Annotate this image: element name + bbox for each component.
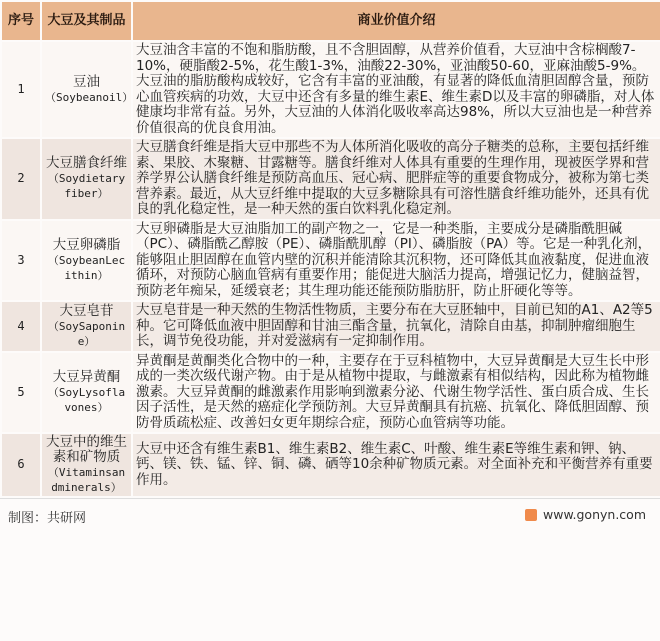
table-row [1, 352, 660, 434]
table-row [1, 138, 660, 220]
product-name: 大豆膳食纤维 [46, 155, 127, 172]
product-english-name: （SoybeanLecithin） [47, 253, 126, 282]
product-english-name: （Soybeanoil） [45, 90, 134, 104]
row-description: 大豆卵磷脂是大豆油脂加工的副产物之一，它是一种类脂，主要成分是磷脂酰胆碱（PC）、磷脂酰乙醇胺（PE）、磷脂酰肌醇（PI）、磷脂胺（PA）等。它是一种乳化剂，能够阻止胆固醇在血管内壁的沉积并能清除其沉积物，还可降低其血液黏度，促进血液循环，对预防心脑血管病有重要作用；能促进大脑活力提高，增强记忆力，健脑益智，预防老年痴呆，延缓衰老；其生理功能还能预防脂肪肝，防止肝硬化等等。 [132, 220, 660, 302]
site-url: www.gonyn.com [543, 507, 646, 522]
row-index: 2 [1, 138, 41, 220]
table-row [1, 220, 660, 302]
header-product: 大豆及其制品 [41, 1, 132, 41]
row-product [41, 352, 132, 434]
row-description: 大豆油含丰富的不饱和脂肪酸，且不含胆固醇，从营养价值看，大豆油中含棕榈酸7-10%，硬脂酸2-5%，花生酸1-3%，油酸22-30%，亚油酸50-60，亚麻油酸5-9%。大豆油的脂肪酸构成较好，它含有丰富的亚油酸，有显著的降低血清胆固醇含量，预防心血管疾病的功效，大豆中还含有多量的维生素E、维生素D以及丰富的卵磷脂，对人体健康均非常有益。另外，大豆油的人体消化吸收率高达98%，所以大豆油也是一种营养价值很高的优良食用油。 [132, 41, 660, 138]
table-row [1, 41, 660, 138]
row-product [41, 41, 132, 138]
product-english-name: （SoyLysoflavones） [47, 385, 126, 414]
header-value: 商业价值介绍 [132, 1, 660, 41]
site-credit [525, 507, 646, 522]
row-description: 异黄酮是黄酮类化合物中的一种，主要存在于豆科植物中，大豆异黄酮是大豆生长中形成的一类次级代谢产物。由于是从植物中提取，与雌激素有相似结构，因此称为植物雌激素。大豆异黄酮的雌激素作用影响到激素分泌、代谢生物学活性、蛋白质合成、生长因子活性，是天然的癌症化学预防剂。大豆异黄酮具有抗癌、抗氧化、降低胆固醇、预防骨质疏松症、改善妇女更年期综合症，预防心血管病等功能。 [132, 352, 660, 434]
footer [0, 498, 660, 533]
product-name: 大豆异黄酮 [52, 368, 121, 385]
row-index: 6 [1, 433, 41, 497]
product-name: 大豆卵磷脂 [52, 236, 121, 253]
gonyn-logo-icon [525, 509, 537, 521]
product-name: 豆油 [73, 73, 100, 90]
row-description: 大豆皂苷是一种天然的生物活性物质，主要分布在大豆胚轴中，目前已知的A1、A2等5种。它可降低血液中胆固醇和甘油三酯含量，抗氧化，清除自由基，抑制肿瘤细胞生长，调节免役功能，并对爱滋病有一定抑制作用。 [132, 301, 660, 352]
row-index: 5 [1, 352, 41, 434]
row-index: 4 [1, 301, 41, 352]
product-english-name: （Soydietaryfiber） [47, 172, 126, 201]
row-product [41, 138, 132, 220]
table-row [1, 433, 660, 497]
product-english-name: （SoySaponine） [47, 319, 126, 348]
row-product [41, 433, 132, 497]
row-product [41, 301, 132, 352]
row-description: 大豆中还含有维生素B1、维生素B2、维生素C、叶酸、维生素E等维生素和钾、钠、钙、镁、铁、锰、锌、铜、磷、硒等10余种矿物质元素。对全面补充和平衡营养有重要作用。 [132, 433, 660, 497]
row-index: 3 [1, 220, 41, 302]
table-header-row [1, 1, 660, 41]
row-product [41, 220, 132, 302]
product-name: 大豆中的维生素和矿物质 [46, 434, 127, 465]
source-label: 制图：共研网 [8, 511, 87, 526]
table-row [1, 301, 660, 352]
row-description: 大豆膳食纤维是指大豆中那些不为人体所消化吸收的高分子糖类的总称，主要包括纤维素、果胶、木聚糖、甘露糖等。膳食纤维对人体具有重要的生理作用，现被医学界和营养学界公认膳食纤维是预防高血压、冠心病、肥胖症等的重要食物成分，被称为第七类营养素。最近，从大豆纤维中提取的大豆多糖除具有可溶性膳食纤维功能外，还具有优良的乳化稳定性，是一种天然的蛋白饮料乳化稳定剂。 [132, 138, 660, 220]
product-name: 大豆皂苷 [59, 302, 114, 319]
row-index: 1 [1, 41, 41, 138]
product-english-name: （Vitaminsandminerals） [47, 466, 126, 494]
header-index: 序号 [1, 1, 41, 41]
